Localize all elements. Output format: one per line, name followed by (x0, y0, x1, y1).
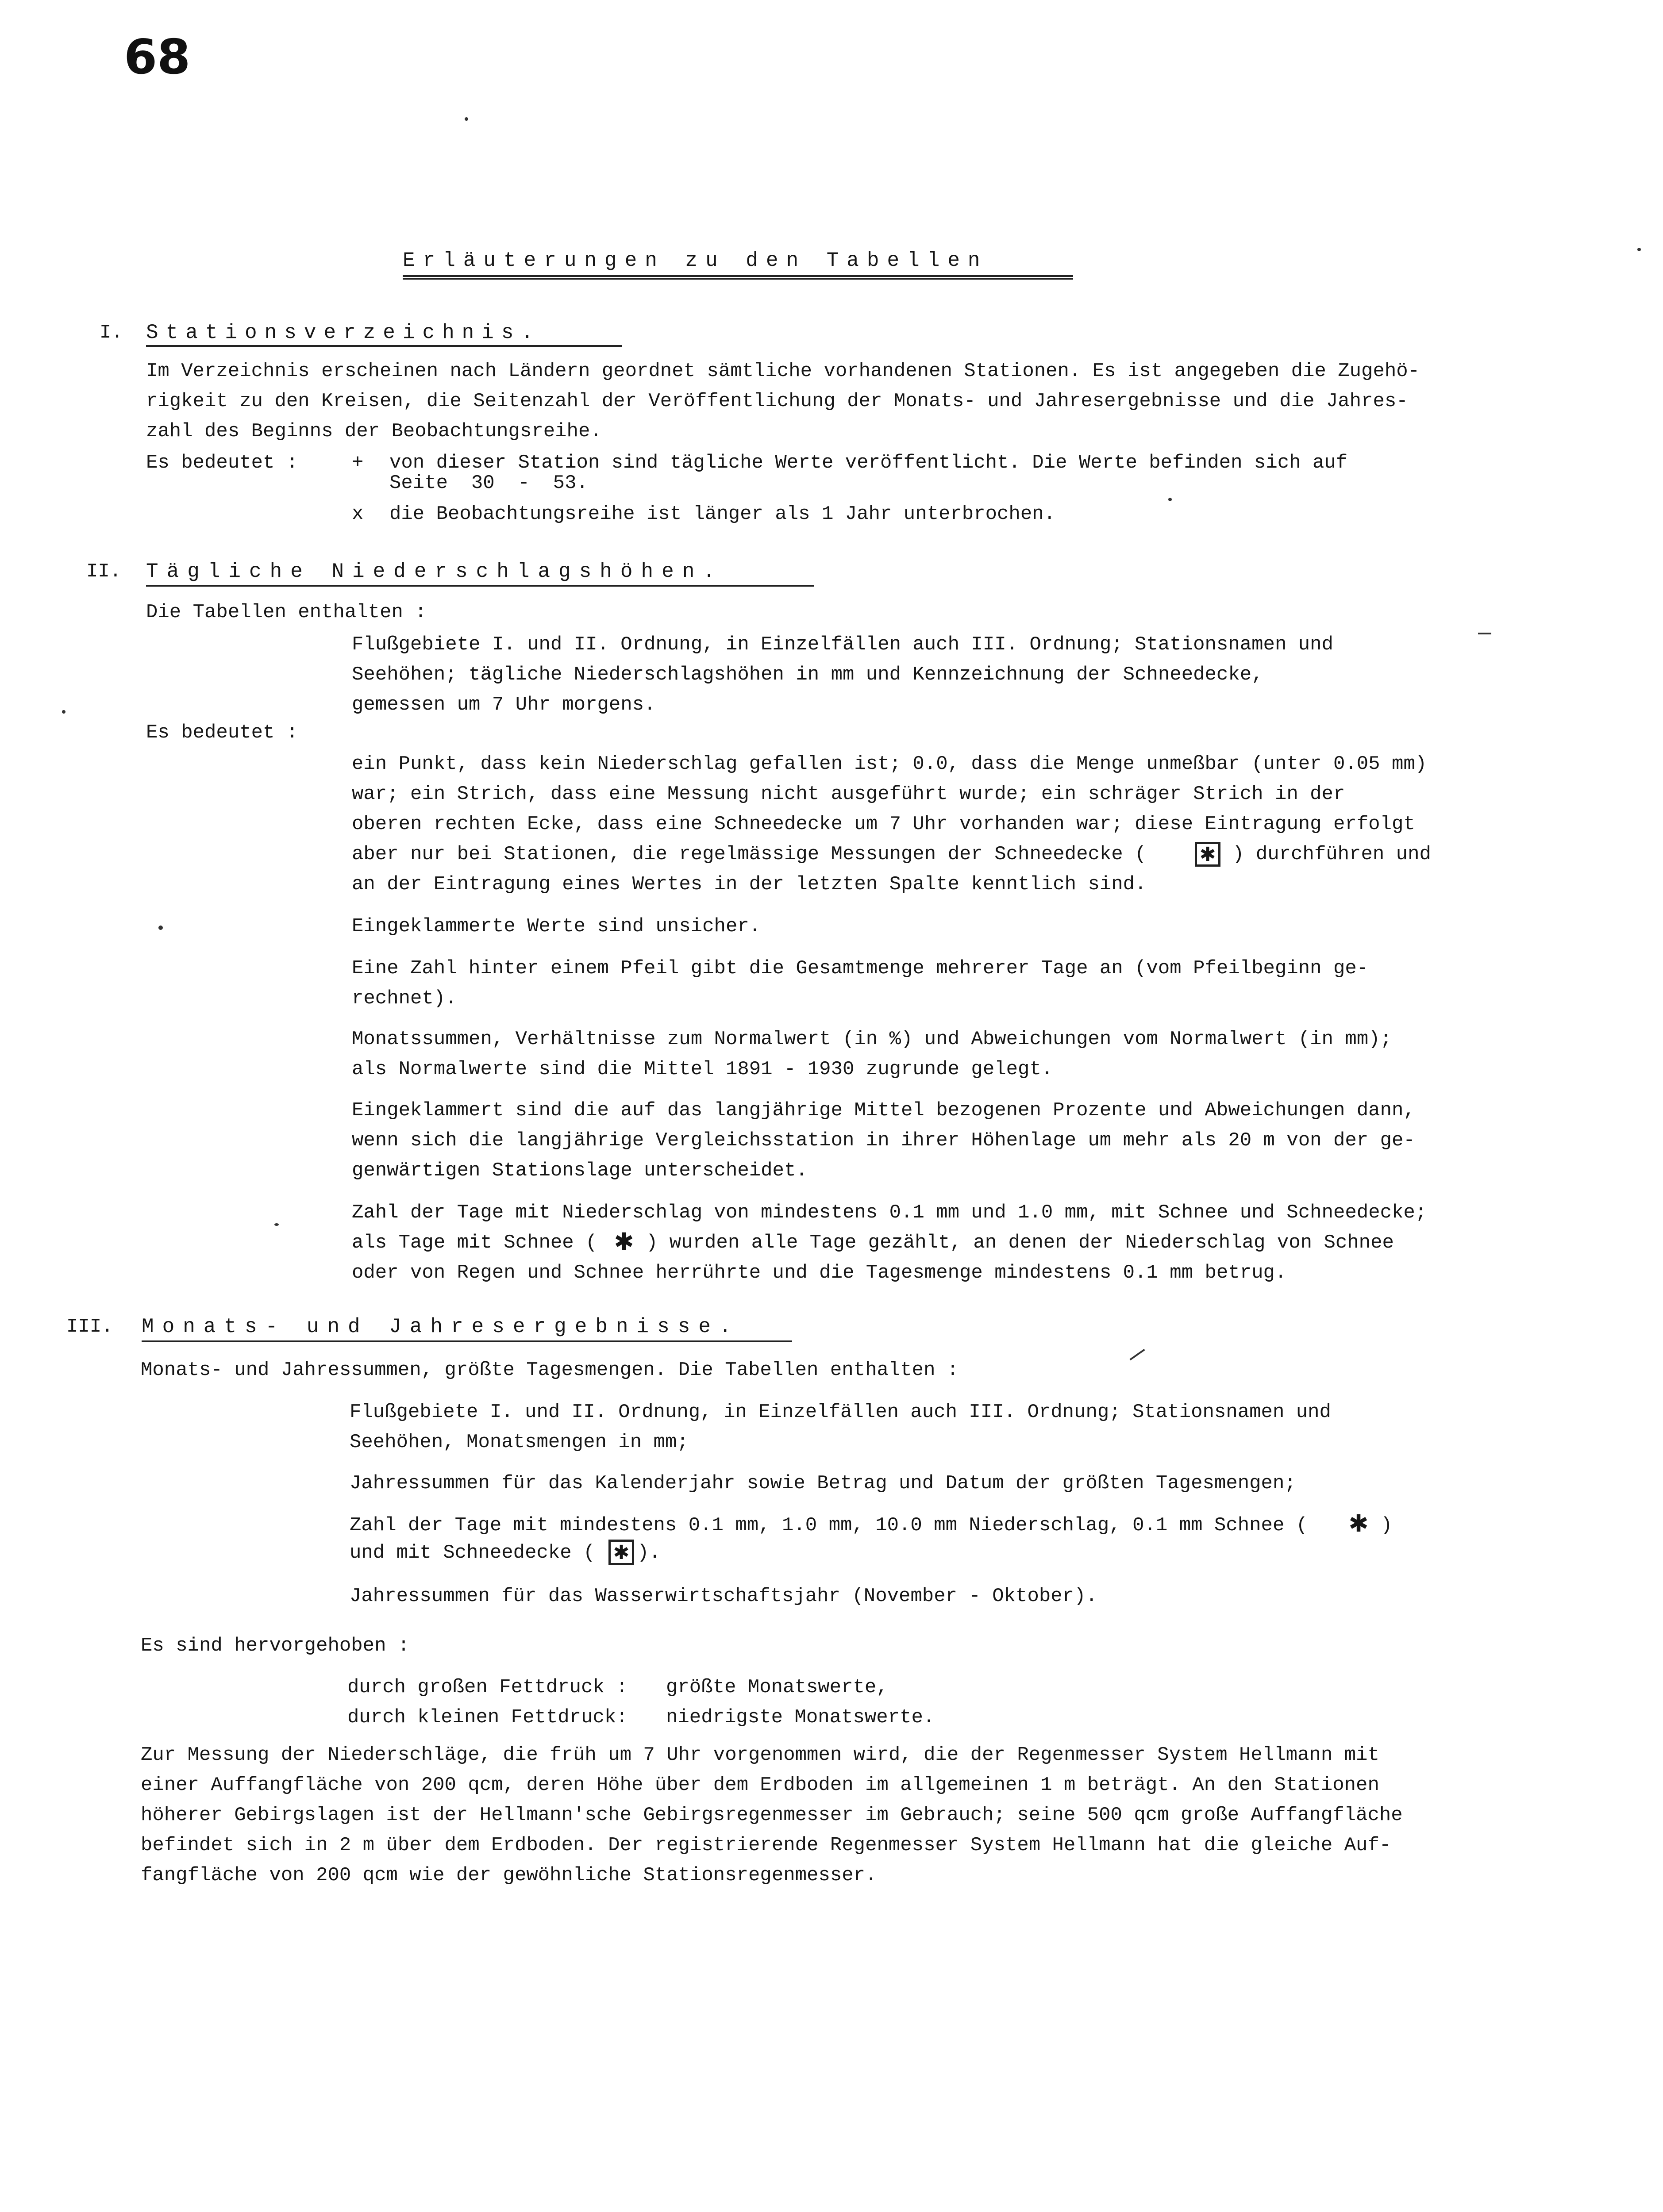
closing-para-line: einer Auffangfläche von 200 qcm, deren Höhe über dem Erdboden im allgemeinen 1 m beträgt. An den Stationen (141, 1774, 1379, 1796)
section-2-p5-line: genwärtigen Stationslage unterscheidet. (352, 1160, 808, 1182)
section-3-hervor: Es sind hervorgehoben : (141, 1635, 410, 1657)
section-2-content-line: gemessen um 7 Uhr morgens. (352, 694, 656, 716)
section-1-es-bedeutet: Es bedeutet : (146, 452, 298, 474)
section-3-intro: Monats- und Jahressummen, größte Tagesmengen. Die Tabellen enthalten : (141, 1359, 959, 1381)
section-3-c3-line: und mit Schneedecke ( (350, 1542, 595, 1564)
closing-para-line: höherer Gebirgslagen ist der Hellmann'sche Gebirgsregenmesser im Gebrauch; seine 500 qcm große Auffangfläche (141, 1804, 1403, 1826)
section-2-p1-line: aber nur bei Stationen, die regelmässige Messungen der Schneedecke ( (352, 843, 1147, 865)
section-3-c3-line-end: ) (1381, 1514, 1393, 1536)
section-2-p6-line: oder von Regen und Schnee herrührte und die Tagesmenge mindestens 0.1 mm betrug. (352, 1262, 1287, 1284)
scan-speck (274, 1223, 279, 1226)
section-2-content-line: Flußgebiete I. und II. Ordnung, in Einzelfällen auch III. Ordnung; Stationsnamen und (352, 634, 1333, 656)
section-3-c4: Jahressummen für das Wasserwirtschaftsjahr (November - Oktober). (350, 1585, 1097, 1607)
section-2-underline (146, 585, 814, 587)
section-2-content-line: Seehöhen; tägliche Niederschlagshöhen in mm und Kennzeichnung der Schneedecke, (352, 664, 1263, 686)
section-2-p1-line: an der Eintragung eines Wertes in der letzten Spalte kenntlich sind. (352, 873, 1147, 895)
section-3-c1-line: Flußgebiete I. und II. Ordnung, in Einzelfällen auch III. Ordnung; Stationsnamen und (350, 1401, 1331, 1423)
section-3-number: III. (66, 1316, 113, 1338)
section-2-p2: Eingeklammerte Werte sind unsicher. (352, 915, 761, 937)
section-2-p6-line: als Tage mit Schnee ( (352, 1232, 597, 1254)
closing-para-line: Zur Messung der Niederschläge, die früh um 7 Uhr vorgenommen wird, die der Regenmesser System Hellmann mit (141, 1744, 1379, 1766)
section-2-intro: Die Tabellen enthalten : (146, 601, 427, 623)
scan-speck (1637, 248, 1641, 251)
bold-small-label: durch kleinen Fettdruck: (347, 1706, 628, 1728)
section-2-p4-line: als Normalwerte sind die Mittel 1891 - 1930 zugrunde gelegt. (352, 1058, 1053, 1080)
section-1-para-line: rigkeit zu den Kreisen, die Seitenzahl der Veröffentlichung der Monats- und Jahresergebnisse und die Jahres- (146, 390, 1408, 412)
scan-speck (62, 710, 65, 714)
section-2-p3-line: rechnet). (352, 987, 457, 1010)
snow-cover-box-icon: ✱ (1195, 842, 1220, 867)
section-2-p3-line: Eine Zahl hinter einem Pfeil gibt die Gesamtmenge mehrerer Tage an (vom Pfeilbeginn ge- (352, 957, 1369, 979)
section-2-p6-line: ) wurden alle Tage gezählt, an denen der Niederschlag von Schnee (646, 1232, 1394, 1254)
section-3-underline (142, 1340, 792, 1342)
bold-large-label: durch großen Fettdruck : (347, 1676, 628, 1698)
closing-para-line: fangfläche von 200 qcm wie der gewöhnliche Stationsregenmesser. (141, 1864, 877, 1886)
section-1-para-line: Im Verzeichnis erscheinen nach Ländern geordnet sämtliche vorhandenen Stationen. Es ist angegeben die Zugehö- (146, 360, 1420, 382)
section-3-c2: Jahressummen für das Kalenderjahr sowie Betrag und Datum der größten Tagesmengen; (350, 1472, 1296, 1494)
scan-speck (1478, 633, 1491, 634)
section-1-number: I. (100, 322, 123, 344)
section-1-para-line: zahl des Beginns der Beobachtungsreihe. (146, 420, 602, 442)
scan-speck (1168, 498, 1172, 501)
section-2-p1-line: ) durchführen und (1232, 843, 1431, 865)
section-1-underline (146, 345, 622, 347)
scan-speck (158, 926, 163, 930)
plus-description-pages: Seite 30 - 53. (389, 472, 588, 494)
section-3-c3-line: ). (637, 1542, 661, 1564)
snowflake-icon: ✱ (614, 1228, 634, 1256)
snow-cover-box-icon: ✱ (608, 1540, 634, 1565)
snowflake-icon: ✱ (1348, 1509, 1369, 1537)
section-2-p1-line: oberen rechten Ecke, dass eine Schneedecke um 7 Uhr vorhanden war; diese Eintragung erfolgt (352, 813, 1415, 835)
section-2-heading: Tägliche Niederschlagshöhen. (146, 560, 724, 583)
title-double-underline (403, 275, 1073, 280)
bold-small-value: niedrigste Monatswerte. (666, 1706, 935, 1728)
section-2-p5-line: wenn sich die langjährige Vergleichsstation in ihrer Höhenlage um mehr als 20 m von der ge- (352, 1129, 1415, 1152)
closing-para-line: befindet sich in 2 m über dem Erdboden. Der registrierende Regenmesser System Hellmann hat die gleiche Auf- (141, 1834, 1391, 1856)
section-2-p1-line: ein Punkt, dass kein Niederschlag gefallen ist; 0.0, dass die Menge unmeßbar (unter 0.05 mm) (352, 753, 1427, 775)
section-2-p5-line: Eingeklammert sind die auf das langjährige Mittel bezogenen Prozente und Abweichungen dann, (352, 1099, 1415, 1121)
section-3-heading: Monats- und Jahresergebnisse. (142, 1315, 740, 1338)
page-number: 68 (124, 30, 191, 85)
plus-description: von dieser Station sind tägliche Werte veröffentlicht. Die Werte befinden sich auf (389, 452, 1348, 474)
plus-symbol: + (352, 452, 364, 474)
section-2-p4-line: Monatssummen, Verhältnisse zum Normalwert (in %) und Abweichungen vom Normalwert (in mm); (352, 1028, 1392, 1050)
section-3-c3-line: Zahl der Tage mit mindestens 0.1 mm, 1.0 mm, 10.0 mm Niederschlag, 0.1 mm Schnee ( (350, 1514, 1308, 1536)
x-symbol: x (352, 503, 364, 525)
section-3-c1-line: Seehöhen, Monatsmengen in mm; (350, 1431, 689, 1453)
section-2-p1-line: war; ein Strich, dass eine Messung nicht ausgeführt wurde; ein schräger Strich in der (352, 783, 1345, 805)
scan-speck (465, 117, 468, 121)
scan-speck (1129, 1349, 1145, 1360)
section-2-es-bedeutet: Es bedeutet : (146, 722, 298, 744)
section-2-p6-line: Zahl der Tage mit Niederschlag von mindestens 0.1 mm und 1.0 mm, mit Schnee und Schneedecke; (352, 1202, 1427, 1224)
bold-large-value: größte Monatswerte, (666, 1676, 888, 1698)
x-description: die Beobachtungsreihe ist länger als 1 Jahr unterbrochen. (389, 503, 1056, 525)
page-title: Erläuterungen zu den Tabellen (403, 249, 988, 272)
section-2-number: II. (86, 561, 122, 583)
section-1-heading: Stationsverzeichnis. (146, 321, 541, 344)
